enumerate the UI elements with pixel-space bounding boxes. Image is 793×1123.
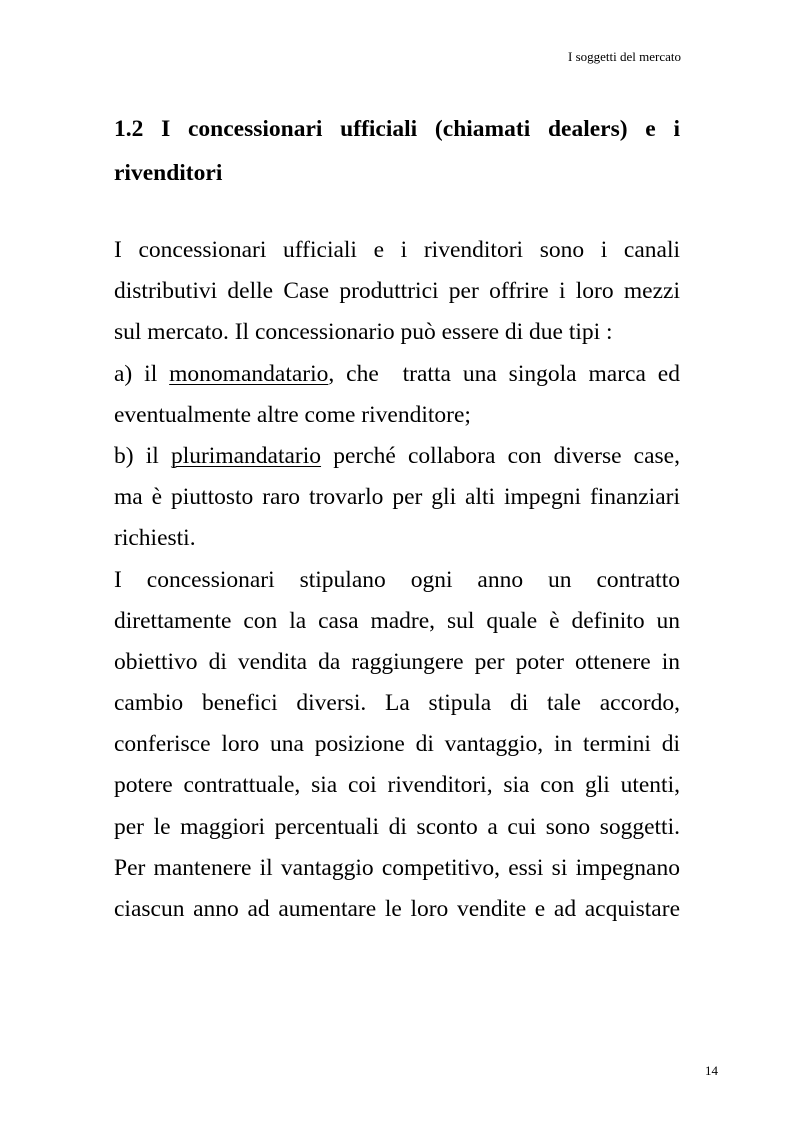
body-line-fragment: , che tratta una singola marca ed — [328, 360, 680, 387]
body-paragraphs — [114, 230, 680, 930]
body-line: distributivi delle Case produttrici per offrire i loro mezzi — [114, 278, 680, 305]
body-line: per le maggiori percentuali di sconto a cui sono soggetti. — [114, 813, 680, 840]
running-header: I soggetti del mercato — [568, 49, 681, 64]
list-marker-b: b) il — [114, 442, 171, 469]
body-line: direttamente con la casa madre, sul quale è definito un — [114, 607, 680, 634]
body-line: cambio benefici diversi. La stipula di tale accordo, — [114, 690, 680, 717]
body-line: obiettivo di vendita da raggiungere per poter ottenere in — [114, 648, 680, 675]
body-line: potere contrattuale, sia coi rivenditori, sia con gli utenti, — [114, 772, 680, 799]
body-line — [114, 354, 680, 395]
body-line: ma è piuttosto raro trovarlo per gli alti impegni finanziari — [114, 484, 680, 511]
body-line: ciascun anno ad aumentare le loro vendite e ad acquistare — [114, 896, 680, 922]
page-number: 14 — [705, 1063, 718, 1078]
body-line: I concessionari stipulano ogni anno un contratto — [114, 566, 680, 593]
body-line: richiesti. — [114, 525, 196, 552]
section-title-line: rivenditori — [114, 160, 223, 186]
term-plurimandatario: plurimandatario — [170, 442, 322, 469]
body-line: sul mercato. Il concessionario può essere di due tipi : — [114, 319, 613, 346]
term-monomandatario: monomandatario — [169, 360, 329, 387]
body-line: I concessionari ufficiali e i rivenditori sono i canali — [114, 237, 680, 263]
list-marker-a: a) il — [114, 360, 170, 387]
section-title — [114, 107, 680, 195]
body-line-fragment: perché collabora con diverse case, — [321, 442, 680, 469]
body-line: eventualmente altre come rivenditore; — [114, 401, 471, 428]
section-title-line: 1.2 I concessionari ufficiali (chiamati dealers) e i — [114, 116, 680, 142]
body-line: Per mantenere il vantaggio competitivo, essi si impegnano — [114, 854, 680, 881]
body-line: conferisce loro una posizione di vantaggio, in termini di — [114, 731, 680, 758]
body-line — [114, 436, 680, 477]
